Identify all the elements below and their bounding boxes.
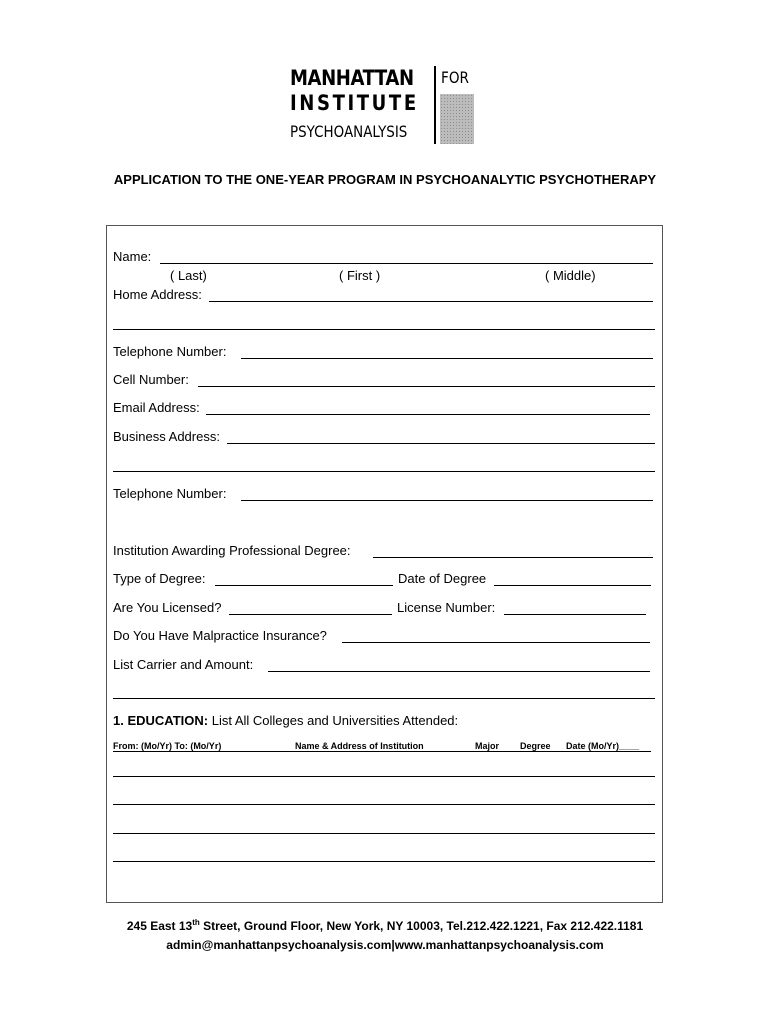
- education-instructions: List All Colleges and Universities Attended:: [208, 713, 459, 728]
- cell-field[interactable]: [198, 386, 655, 387]
- carrier-field[interactable]: [268, 671, 650, 672]
- logo-for: FOR: [441, 68, 469, 87]
- col-from-to: From: (Mo/Yr) To: (Mo/Yr): [113, 741, 222, 751]
- col-degree: Degree: [520, 741, 551, 751]
- col-date: Date (Mo/Yr)____: [566, 741, 640, 751]
- footer-address-start: 245 East 13: [126, 919, 193, 933]
- institute-logo: [290, 66, 480, 144]
- business-telephone-label: Telephone Number:: [113, 486, 227, 501]
- footer-contact[interactable]: admin@manhattanpsychoanalysis.com|www.manhattanpsychoanalysis.com: [166, 938, 604, 952]
- home-address-field-line2[interactable]: [113, 329, 655, 330]
- first-name-caption: ( First ): [339, 268, 381, 283]
- footer-address-rest: Street, Ground Floor, New York, NY 10003, Tel.212.422.1221, Fax 212.422.1181: [199, 919, 644, 933]
- malpractice-field[interactable]: [342, 642, 650, 643]
- form-box: [106, 225, 663, 903]
- carrier-field-line2[interactable]: [113, 698, 655, 699]
- name-field[interactable]: [160, 263, 653, 264]
- business-address-label: Business Address:: [113, 429, 220, 444]
- date-degree-label: Date of Degree: [398, 571, 487, 586]
- logo-line-institute: INSTITUTE: [290, 91, 419, 115]
- license-number-label: License Number:: [397, 600, 496, 615]
- education-row-2[interactable]: [113, 804, 655, 805]
- middle-name-caption: ( Middle): [545, 268, 596, 283]
- education-row-1[interactable]: [113, 776, 655, 777]
- institution-label: Institution Awarding Professional Degree:: [113, 543, 351, 558]
- home-address-field[interactable]: [209, 301, 653, 302]
- business-address-field-line2[interactable]: [113, 471, 655, 472]
- telephone-field[interactable]: [241, 358, 653, 359]
- page-title: APPLICATION TO THE ONE-YEAR PROGRAM IN PSYCHOANALYTIC PSYCHOTHERAPY: [113, 172, 657, 187]
- business-telephone-field[interactable]: [241, 500, 653, 501]
- cell-label: Cell Number:: [113, 372, 189, 387]
- logo-pattern-block: [440, 94, 474, 144]
- email-field[interactable]: [206, 414, 650, 415]
- col-institution: Name & Address of Institution: [295, 741, 424, 751]
- education-header-underline: [113, 751, 651, 752]
- name-label: Name:: [113, 249, 152, 264]
- logo-line-psychoanalysis: PSYCHOANALYSIS: [290, 122, 408, 141]
- type-degree-label: Type of Degree:: [113, 571, 206, 586]
- education-heading: [113, 713, 458, 729]
- logo-divider: [434, 66, 436, 144]
- telephone-label: Telephone Number:: [113, 344, 227, 359]
- footer-address: [0, 918, 770, 933]
- license-number-field[interactable]: [504, 614, 646, 615]
- footer-address-superscript: th: [192, 918, 200, 927]
- licensed-label: Are You Licensed?: [113, 600, 222, 615]
- institution-field[interactable]: [373, 557, 653, 558]
- last-name-caption: ( Last): [170, 268, 207, 283]
- education-number-title: 1. EDUCATION:: [113, 713, 209, 728]
- malpractice-label: Do You Have Malpractice Insurance?: [113, 628, 327, 643]
- education-row-4[interactable]: [113, 861, 655, 862]
- col-major: Major: [475, 741, 500, 751]
- email-label: Email Address:: [113, 400, 200, 415]
- carrier-label: List Carrier and Amount:: [113, 657, 254, 672]
- business-address-field[interactable]: [227, 443, 655, 444]
- education-row-3[interactable]: [113, 833, 655, 834]
- type-degree-field[interactable]: [215, 585, 393, 586]
- logo-line-manhattan: MANHATTAN: [290, 66, 414, 90]
- home-address-label: Home Address:: [113, 287, 202, 302]
- date-degree-field[interactable]: [494, 585, 651, 586]
- licensed-field[interactable]: [229, 614, 392, 615]
